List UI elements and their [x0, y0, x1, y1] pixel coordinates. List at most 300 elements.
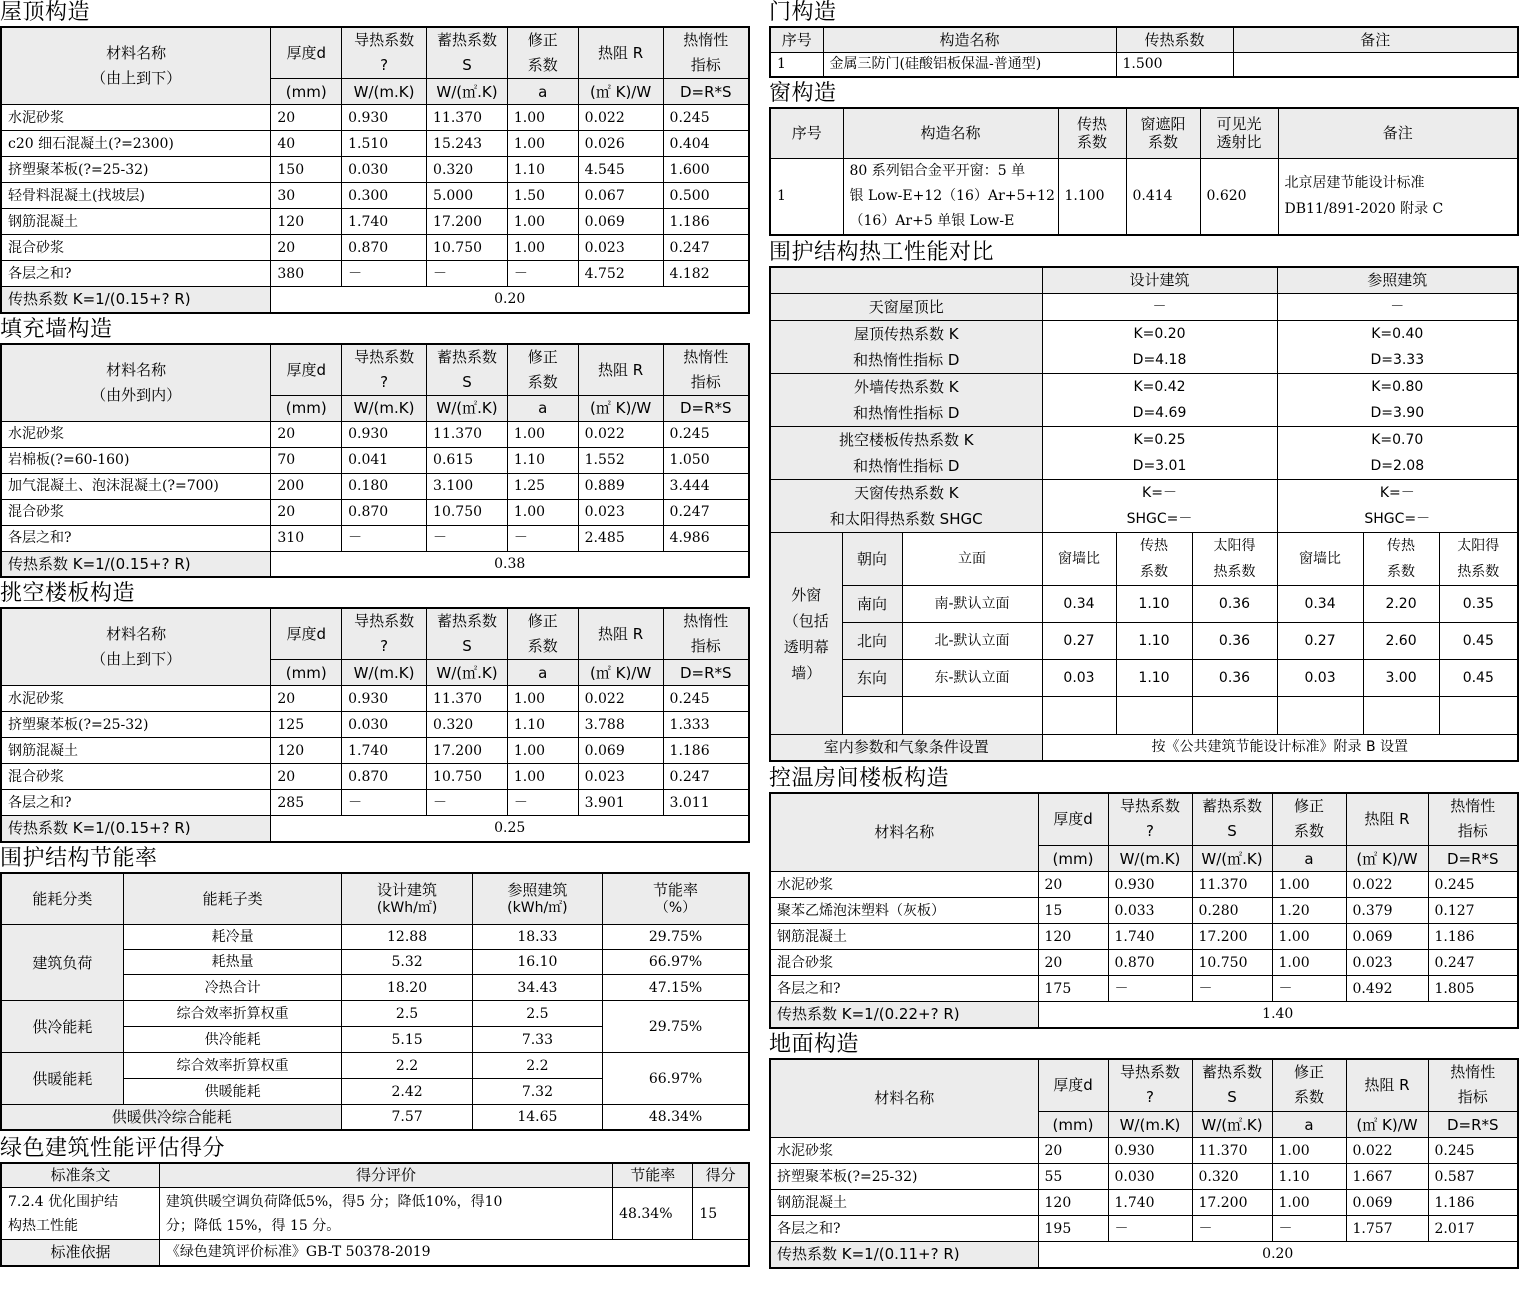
table-cell: 0.500 — [663, 183, 749, 209]
table-cell: 0.245 — [663, 421, 749, 447]
table-cell: 0.245 — [1428, 872, 1518, 898]
table-cell: 0.404 — [663, 131, 749, 157]
correction-header-line: 系数 — [527, 372, 558, 391]
energy-cell: 耗冷量 — [123, 925, 342, 950]
material-name: 各层之和? — [770, 976, 1038, 1002]
material-name-header-line: 材料名称 — [106, 625, 167, 643]
compare-skylight-ratio-reference: － — [1277, 294, 1518, 321]
table-cell: 3.901 — [578, 790, 663, 816]
table-cell: 1.186 — [663, 209, 749, 235]
compare-wall-label — [770, 374, 1042, 427]
compare-window-cell: 3.00 — [1363, 660, 1439, 697]
unit-header: (㎡ K)/W — [1346, 846, 1428, 872]
correction-header — [507, 344, 578, 396]
compare-window-cell: 南-默认立面 — [902, 586, 1042, 623]
unit-header: D=R*S — [1428, 1112, 1518, 1138]
energy-header-design-unit: (kWh/㎡) — [376, 899, 438, 916]
green-evaluation — [159, 1188, 612, 1240]
table-cell: 0.069 — [578, 738, 663, 764]
energy-total-design: 7.57 — [342, 1105, 472, 1130]
table-cell: 0.870 — [342, 764, 427, 790]
storage-header-line: 蓄热系数 — [1201, 1063, 1262, 1082]
table-cell: 1.186 — [1428, 924, 1518, 950]
inertia-header-line: 热惰性 — [683, 31, 729, 49]
conductivity-header-line: 导热系数 — [354, 31, 415, 49]
compare-window-group-line: （包括 — [783, 611, 829, 630]
table-cell: 0.870 — [342, 499, 427, 525]
table-row — [1, 235, 749, 261]
table-row — [770, 1216, 1518, 1242]
compare-wall-design-k: K=0.42 — [1133, 379, 1186, 395]
unit-header: (㎡ K)/W — [1346, 1112, 1428, 1138]
table-cell: 0.041 — [342, 447, 427, 473]
storage-header-line: 蓄热系数 — [436, 31, 497, 49]
window-name-line: 80 系列铝合金平开窗：5 单 — [849, 162, 1026, 179]
table-cell: 1.050 — [663, 447, 749, 473]
temp-floor-table — [769, 792, 1519, 1029]
compare-window-header-orient: 朝向 — [842, 533, 902, 586]
table-cell: 0.069 — [1346, 924, 1428, 950]
compare-skylight-label — [770, 480, 1042, 533]
wall-table — [0, 343, 750, 579]
green-evaluation-line: 建筑供暖空调负荷降低5%，得5 分；降低10%，得10 — [165, 1193, 503, 1210]
green-basis-label: 标准依据 — [1, 1240, 159, 1266]
conductivity-header-line: ? — [380, 372, 389, 391]
overhang-table — [0, 607, 750, 843]
temp-floor-title: 控温房间楼板构造 — [769, 765, 950, 791]
conductivity-header-line: 导热系数 — [1119, 1063, 1180, 1082]
thickness-header: 厚度d — [271, 27, 342, 79]
compare-window-header-facade: 立面 — [902, 533, 1042, 586]
material-name: 岩棉板(?=60-160) — [1, 447, 271, 473]
table-cell: 0.180 — [342, 473, 427, 499]
compare-roof-label-line: 和热惰性指标 D — [853, 351, 960, 369]
conductivity-header-line: 导热系数 — [1119, 797, 1180, 816]
table-cell: 120 — [1038, 924, 1108, 950]
door-title: 门构造 — [769, 0, 837, 25]
storage-header — [427, 344, 508, 396]
energy-cell: 2.42 — [342, 1079, 472, 1105]
compare-roof-label-line: 屋顶传热系数 K — [853, 325, 959, 343]
compare-window-cell: 2.60 — [1363, 623, 1439, 660]
k-value: 0.25 — [271, 816, 749, 842]
resistance-header: 热阻 R — [578, 608, 663, 660]
table-cell: 195 — [1038, 1216, 1108, 1242]
compare-overhang-label — [770, 427, 1042, 480]
conductivity-header — [342, 27, 427, 79]
compare-window-cell: 0.34 — [1042, 586, 1116, 623]
storage-header-line: 蓄热系数 — [1201, 797, 1262, 816]
energy-cell: 5.15 — [342, 1027, 472, 1053]
energy-header-design — [342, 873, 472, 925]
table-cell: 0.069 — [578, 209, 663, 235]
unit-header: (mm) — [271, 660, 342, 686]
resistance-header: 热阻 R — [578, 344, 663, 396]
material-name-header-line: （由上到下） — [91, 650, 182, 668]
energy-cell: 12.88 — [342, 925, 472, 950]
table-cell: 1.10 — [507, 447, 578, 473]
compare-roof-design-k: K=0.20 — [1133, 326, 1186, 342]
material-name-header — [1, 344, 271, 422]
storage-header-line: 蓄热系数 — [436, 612, 497, 630]
compare-window-empty — [1192, 697, 1277, 735]
table-cell: 0.023 — [578, 235, 663, 261]
compare-window-empty — [1042, 697, 1116, 735]
table-cell: 1.333 — [663, 712, 749, 738]
energy-cell: 2.2 — [342, 1053, 472, 1079]
table-row — [770, 950, 1518, 976]
table-cell: 1.00 — [507, 421, 578, 447]
table-cell: 0.247 — [663, 235, 749, 261]
compare-window-header-line: 太阳得 — [1457, 538, 1500, 554]
k-formula-label: 传热系数 K=1/(0.15+? R) — [1, 287, 271, 313]
window-header-shade-line: 窗遮阳 — [1140, 115, 1186, 134]
door-cell-k: 1.500 — [1116, 52, 1233, 77]
window-cell-k: 1.100 — [1058, 158, 1126, 235]
table-cell: 1.00 — [507, 499, 578, 525]
compare-roof-label — [770, 321, 1042, 374]
compare-window-cell: 南向 — [842, 586, 902, 623]
energy-cell: 29.75% — [603, 1001, 749, 1053]
inertia-header-line: 热惰性 — [1450, 1063, 1496, 1082]
compare-window-empty — [1363, 697, 1439, 735]
energy-cell: 7.33 — [472, 1027, 602, 1053]
material-name: 水泥砂浆 — [770, 872, 1038, 898]
door-header-name: 构造名称 — [823, 27, 1116, 52]
table-cell: 0.245 — [1428, 1138, 1518, 1164]
inertia-header — [663, 344, 749, 396]
inertia-header — [663, 608, 749, 660]
inertia-header-line: 指标 — [1457, 822, 1488, 841]
door-cell-name: 金属三防门(硅酸铝板保温-普通型) — [823, 52, 1116, 77]
material-name: 水泥砂浆 — [1, 686, 271, 712]
compare-wall-design-d: D=4.69 — [1132, 405, 1187, 421]
thickness-header: 厚度d — [1038, 793, 1108, 846]
correction-header — [507, 27, 578, 79]
material-name-header: 材料名称 — [770, 1059, 1038, 1138]
conductivity-header-line: 导热系数 — [354, 612, 415, 630]
k-value: 0.20 — [1038, 1242, 1518, 1268]
compare-skylight-design-k: K=－ — [1142, 485, 1177, 501]
table-cell: 0.030 — [342, 157, 427, 183]
unit-header: W/(m.K) — [1108, 846, 1192, 872]
table-cell: 310 — [271, 525, 342, 551]
storage-header — [427, 27, 508, 79]
compare-wall-reference-d: D=3.90 — [1370, 405, 1425, 421]
unit-header: (㎡ K)/W — [578, 395, 663, 421]
window-note-line: DB11/891-2020 附录 C — [1284, 201, 1444, 217]
table-cell: 380 — [271, 261, 342, 287]
inertia-header — [1428, 793, 1518, 846]
compare-window-header-line: 传热 — [1140, 538, 1168, 554]
energy-cell: 34.43 — [472, 975, 602, 1001]
energy-header-reference — [472, 873, 602, 925]
window-name-line: 银 Low-E+12（16）Ar+5+12 — [849, 187, 1055, 204]
inertia-header-line: 指标 — [1457, 1088, 1488, 1107]
unit-header: a — [507, 79, 578, 105]
compare-overhang-label-line: 挑空楼板传热系数 K — [838, 431, 974, 449]
inertia-header-line: 指标 — [690, 637, 721, 655]
table-row — [770, 924, 1518, 950]
storage-header-line: S — [1227, 822, 1237, 841]
table-cell: 11.370 — [1192, 872, 1272, 898]
correction-header-line: 修正 — [527, 612, 558, 630]
energy-cell: 耗热量 — [123, 950, 342, 975]
table-cell: 0.930 — [1108, 1138, 1192, 1164]
compare-skylight-label-line: 天窗传热系数 K — [853, 484, 959, 502]
table-cell: － — [1192, 1216, 1272, 1242]
door-table — [769, 26, 1519, 78]
compare-window-header-line: 系数 — [1387, 564, 1416, 580]
green-evaluation-line: 分；降低 15%，得 15 分。 — [165, 1217, 341, 1234]
energy-cell: 2.5 — [472, 1001, 602, 1027]
table-cell: 1.600 — [663, 157, 749, 183]
table-cell: － — [1108, 976, 1192, 1002]
inertia-header — [1428, 1059, 1518, 1112]
table-cell: 11.370 — [427, 421, 508, 447]
table-cell: 0.930 — [342, 105, 427, 131]
energy-cell: 综合效率折算权重 — [123, 1001, 342, 1027]
conductivity-header — [342, 608, 427, 660]
inertia-header-line: 热惰性 — [1450, 797, 1496, 816]
green-clause-line: 7.2.4 优化围护结 — [8, 1193, 119, 1210]
correction-header-line: 系数 — [1293, 822, 1324, 841]
overhang-title: 挑空楼板构造 — [0, 581, 136, 606]
window-header-note: 备注 — [1278, 108, 1518, 158]
table-cell: 4.545 — [578, 157, 663, 183]
ground-title: 地面构造 — [769, 1031, 860, 1057]
storage-header — [427, 608, 508, 660]
table-cell: 11.370 — [427, 686, 508, 712]
energy-cell: 综合效率折算权重 — [123, 1053, 342, 1079]
table-row — [1, 499, 749, 525]
material-name-header-line: 材料名称 — [106, 44, 167, 62]
window-header-name: 构造名称 — [843, 108, 1058, 158]
compare-table — [769, 266, 1519, 762]
table-cell: 0.022 — [578, 105, 663, 131]
resistance-header: 热阻 R — [1346, 1059, 1428, 1112]
table-cell: 1.186 — [663, 738, 749, 764]
material-name: 各层之和? — [770, 1216, 1038, 1242]
compare-window-group-line: 透明幕 — [783, 637, 829, 656]
table-cell: 1.00 — [507, 764, 578, 790]
table-row — [1, 183, 749, 209]
unit-header: W/(m.K) — [342, 79, 427, 105]
compare-skylight-reference-shgc: SHGC=－ — [1364, 511, 1431, 527]
right-column — [769, 0, 1517, 1269]
table-cell: 0.247 — [1428, 950, 1518, 976]
energy-group-cooling: 供冷能耗 — [1, 1001, 123, 1053]
window-cell-shade: 0.414 — [1126, 158, 1200, 235]
inertia-header — [663, 27, 749, 79]
energy-header-rate-label: 节能率 — [653, 880, 699, 899]
energy-group-load: 建筑负荷 — [1, 925, 123, 1001]
material-name-header — [1, 608, 271, 686]
table-cell: 0.280 — [1192, 898, 1272, 924]
energy-cell: 18.33 — [472, 925, 602, 950]
energy-header-subcategory: 能耗子类 — [123, 873, 342, 925]
table-row — [1, 157, 749, 183]
energy-title: 围护结构节能率 — [0, 845, 158, 871]
table-row — [1, 686, 749, 712]
table-cell: 1.00 — [1272, 950, 1346, 976]
inertia-header-line: 指标 — [690, 56, 721, 74]
compare-window-cell: 0.27 — [1042, 623, 1116, 660]
conductivity-header-line: ? — [380, 56, 389, 74]
material-name: 钢筋混凝土 — [1, 209, 271, 235]
compare-roof-reference-k: K=0.40 — [1371, 326, 1424, 342]
green-header-rate: 节能率 — [613, 1163, 693, 1188]
material-name: 水泥砂浆 — [770, 1138, 1038, 1164]
k-value: 0.20 — [271, 287, 749, 313]
material-name: 各层之和? — [1, 790, 271, 816]
table-row — [1, 447, 749, 473]
unit-header: (㎡ K)/W — [578, 79, 663, 105]
energy-cell: 7.32 — [472, 1079, 602, 1105]
compare-window-empty — [1439, 697, 1518, 735]
table-cell: 0.022 — [1346, 872, 1428, 898]
storage-header — [1192, 793, 1272, 846]
energy-total-rate: 48.34% — [603, 1105, 749, 1130]
table-cell: 40 — [271, 131, 342, 157]
table-cell: 3.011 — [663, 790, 749, 816]
compare-window-header-ratio-ref: 窗墙比 — [1277, 533, 1363, 586]
correction-header-line: 系数 — [527, 56, 558, 74]
compare-overhang-reference — [1277, 427, 1518, 480]
table-cell: 1.740 — [1108, 924, 1192, 950]
table-cell: 70 — [271, 447, 342, 473]
table-cell: 17.200 — [1192, 924, 1272, 950]
table-cell: 0.379 — [1346, 898, 1428, 924]
material-name: 钢筋混凝土 — [770, 1190, 1038, 1216]
compare-window-cell: 0.34 — [1277, 586, 1363, 623]
table-row — [770, 1138, 1518, 1164]
conductivity-header — [1108, 793, 1192, 846]
table-cell: 1.00 — [1272, 1138, 1346, 1164]
compare-overhang-label-line: 和热惰性指标 D — [853, 457, 960, 475]
table-cell: 1.00 — [507, 686, 578, 712]
compare-title: 围护结构热工性能对比 — [769, 239, 995, 265]
material-name: c20 细石混凝土(?=2300) — [1, 131, 271, 157]
table-cell: 1.00 — [1272, 924, 1346, 950]
table-cell: － — [1108, 1216, 1192, 1242]
compare-wall-label-line: 外墙传热系数 K — [853, 378, 959, 396]
table-cell: 125 — [271, 712, 342, 738]
compare-skylight-ratio-label: 天窗屋顶比 — [770, 294, 1042, 321]
energy-cell: 供暖能耗 — [123, 1079, 342, 1105]
unit-header: (mm) — [271, 79, 342, 105]
energy-cell: 16.10 — [472, 950, 602, 975]
table-cell: 1.10 — [507, 712, 578, 738]
table-cell: 1.50 — [507, 183, 578, 209]
table-cell: 1.740 — [342, 738, 427, 764]
table-cell: 0.030 — [1108, 1164, 1192, 1190]
table-row — [770, 976, 1518, 1002]
energy-header-design-label: 设计建筑 — [377, 880, 438, 899]
compare-window-header-ratio: 窗墙比 — [1042, 533, 1116, 586]
table-cell: 285 — [271, 790, 342, 816]
unit-header: W/(㎡.K) — [427, 395, 508, 421]
storage-header — [1192, 1059, 1272, 1112]
window-cell-no: 1 — [770, 158, 843, 235]
table-row — [1, 790, 749, 816]
energy-cell: 冷热合计 — [123, 975, 342, 1001]
storage-header-line: S — [1227, 1088, 1237, 1107]
inertia-header-line: 热惰性 — [683, 347, 729, 366]
table-cell: 20 — [271, 764, 342, 790]
energy-cell: 18.20 — [342, 975, 472, 1001]
door-cell-note — [1233, 52, 1518, 77]
compare-window-header-k — [1116, 533, 1192, 586]
table-cell: 4.182 — [663, 261, 749, 287]
unit-header: W/(㎡.K) — [427, 79, 508, 105]
compare-header-reference: 参照建筑 — [1277, 267, 1518, 294]
table-cell: － — [427, 261, 508, 287]
compare-window-cell: 2.20 — [1363, 586, 1439, 623]
compare-overhang-design-k: K=0.25 — [1133, 432, 1186, 448]
compare-overhang-reference-d: D=2.08 — [1370, 458, 1425, 474]
table-row — [1, 712, 749, 738]
material-name: 挤塑聚苯板(?=25-32) — [1, 157, 271, 183]
storage-header-line: S — [462, 637, 472, 655]
table-row — [770, 1190, 1518, 1216]
table-cell: 20 — [1038, 1138, 1108, 1164]
compare-roof-reference-d: D=3.33 — [1370, 352, 1425, 368]
table-cell: 10.750 — [427, 764, 508, 790]
compare-window-header-shgc-ref — [1439, 533, 1518, 586]
table-cell: 20 — [271, 235, 342, 261]
table-row — [1, 473, 749, 499]
compare-window-group-line: 墙） — [791, 663, 822, 682]
unit-header: D=R*S — [663, 660, 749, 686]
table-cell: 0.870 — [342, 235, 427, 261]
table-cell: 20 — [271, 686, 342, 712]
table-cell: 1.10 — [1272, 1164, 1346, 1190]
resistance-header: 热阻 R — [1346, 793, 1428, 846]
table-cell: 11.370 — [1192, 1138, 1272, 1164]
table-cell: 0.247 — [663, 764, 749, 790]
compare-window-cell: 0.36 — [1192, 586, 1277, 623]
compare-window-header-line: 热系数 — [1213, 564, 1256, 580]
table-cell: 1.00 — [507, 235, 578, 261]
table-row — [1, 764, 749, 790]
inertia-header-line: 热惰性 — [683, 612, 729, 630]
table-cell: 150 — [271, 157, 342, 183]
window-header-k-line: 系数 — [1076, 133, 1107, 152]
table-cell: 5.000 — [427, 183, 508, 209]
compare-window-cell: 0.03 — [1042, 660, 1116, 697]
table-cell: 1.740 — [1108, 1190, 1192, 1216]
compare-window-header-line: 热系数 — [1457, 564, 1500, 580]
compare-window-group-line: 外窗 — [791, 585, 822, 604]
compare-wall-reference-k: K=0.80 — [1371, 379, 1424, 395]
energy-cell: 2.5 — [342, 1001, 472, 1027]
unit-header: W/(m.K) — [342, 660, 427, 686]
table-cell: － — [427, 790, 508, 816]
left-column — [0, 0, 750, 1267]
compare-window-cell: 0.36 — [1192, 623, 1277, 660]
window-title: 窗构造 — [769, 81, 837, 106]
table-cell: 0.030 — [342, 712, 427, 738]
table-row — [1, 738, 749, 764]
table-cell: 1.10 — [507, 157, 578, 183]
table-cell: 1.00 — [507, 131, 578, 157]
compare-window-cell: 0.35 — [1439, 586, 1518, 623]
table-cell: － — [507, 261, 578, 287]
unit-header: W/(㎡.K) — [427, 660, 508, 686]
window-note-line: 北京居建节能设计标准 — [1284, 175, 1425, 191]
compare-header-design: 设计建筑 — [1042, 267, 1277, 294]
